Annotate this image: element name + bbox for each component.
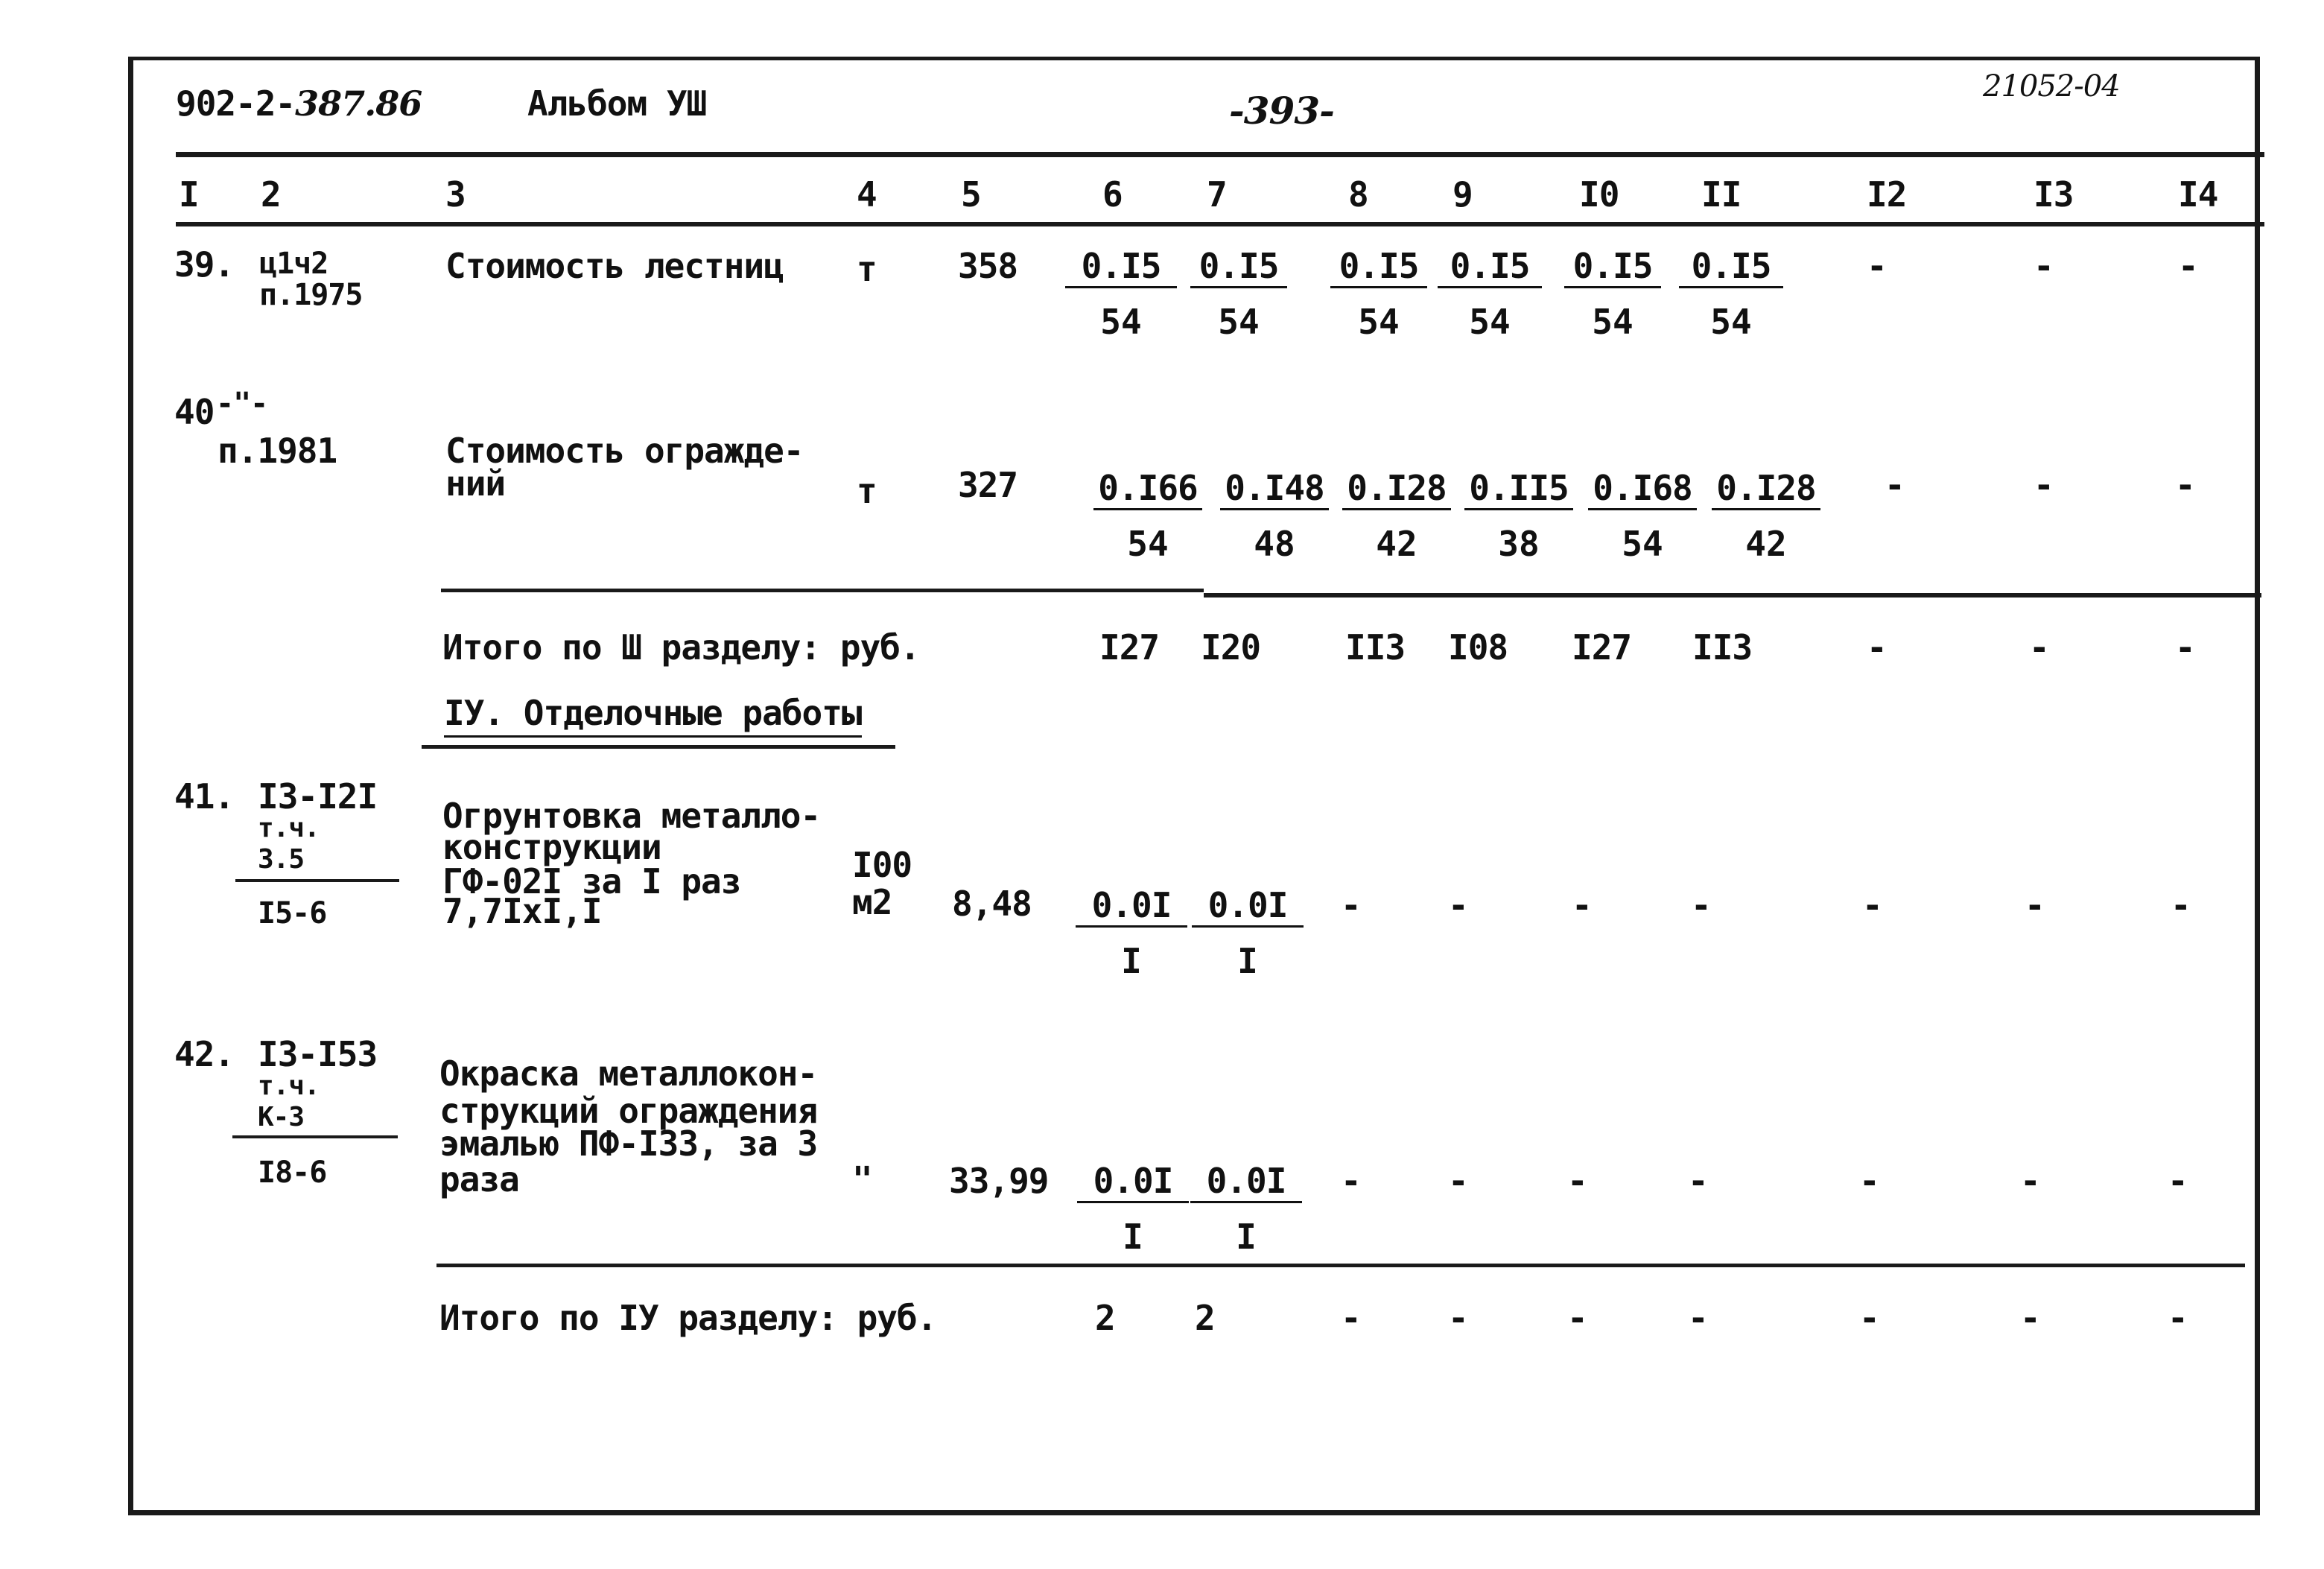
series-number: 902-2-387.86 <box>176 83 422 124</box>
col-11: II <box>1701 174 1742 215</box>
col-3: 3 <box>445 174 466 215</box>
col-14: I4 <box>2178 174 2218 215</box>
section-heading: IУ. Отделочные работы <box>444 696 862 730</box>
col-1: I <box>179 174 199 215</box>
stamp-number: 21052-04 <box>1983 69 2120 104</box>
page-number: -393- <box>1229 89 1334 133</box>
header-rule-top <box>176 152 2264 157</box>
total-rule <box>436 1264 2245 1267</box>
col-7: 7 <box>1207 174 1227 215</box>
col-2: 2 <box>261 174 281 215</box>
col-6: 6 <box>1102 174 1123 215</box>
col-9: 9 <box>1452 174 1473 215</box>
col-4: 4 <box>857 174 877 215</box>
col-13: I3 <box>2034 174 2074 215</box>
col-5: 5 <box>961 174 981 215</box>
header-rule-bottom <box>176 222 2264 226</box>
col-12: I2 <box>1867 174 1907 215</box>
album-label: Альбом УШ <box>527 83 707 124</box>
col-8: 8 <box>1348 174 1368 215</box>
section-rule <box>441 589 1204 592</box>
heading-underline <box>422 745 895 749</box>
col-10: I0 <box>1579 174 1619 215</box>
section-rule-right <box>1204 593 2261 598</box>
